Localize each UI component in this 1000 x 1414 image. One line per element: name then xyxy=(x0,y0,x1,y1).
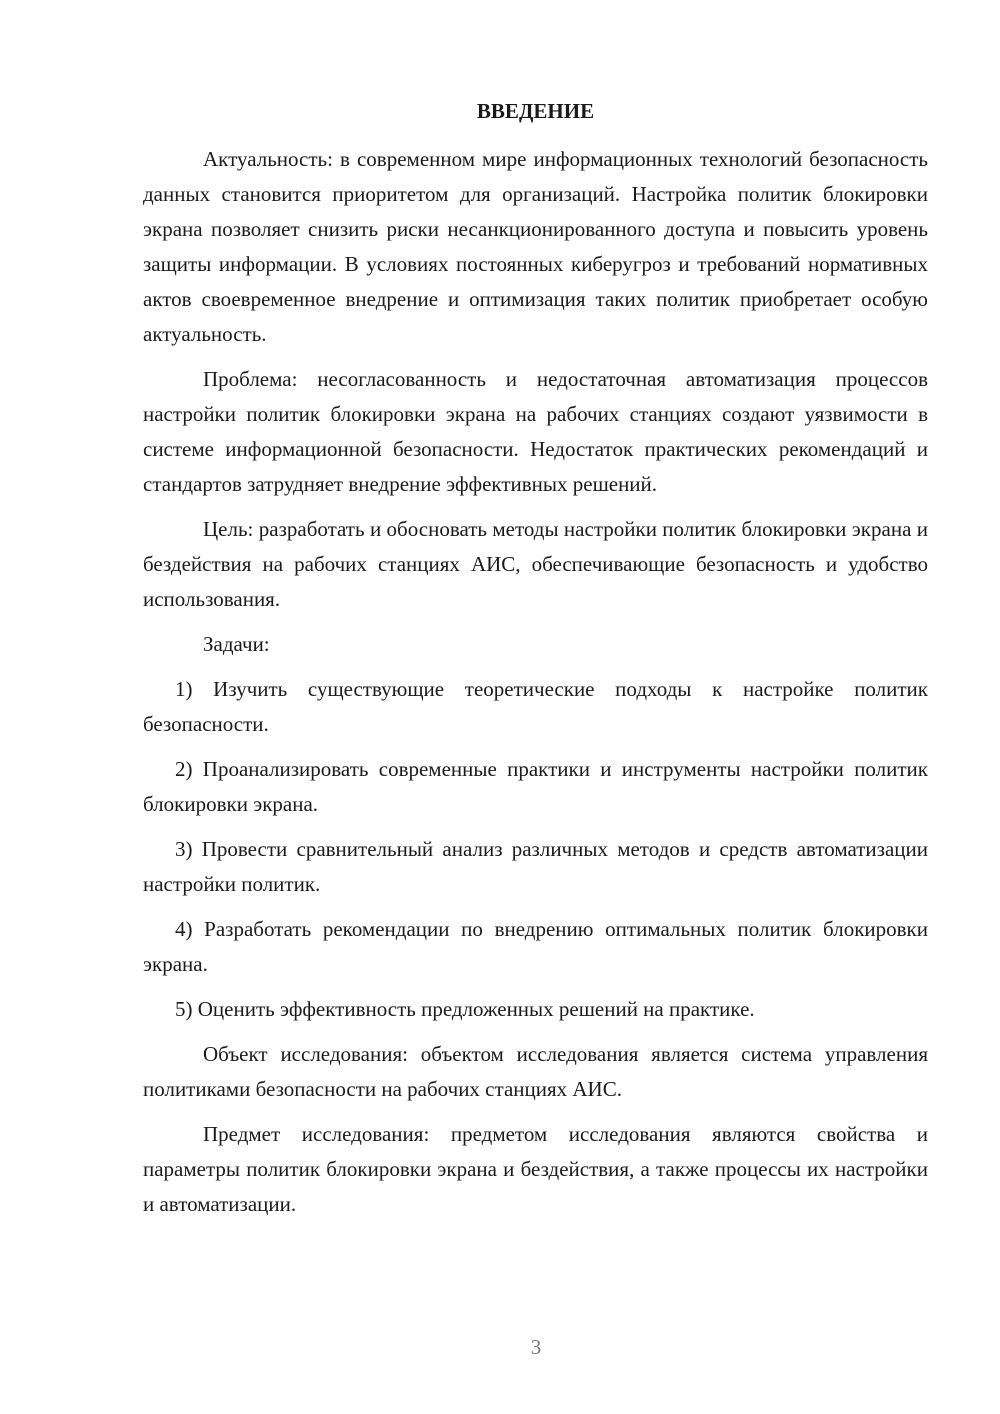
task-item-1: 1) Изучить существующие теоретические подходы к настройке политик безопасности. xyxy=(143,677,928,736)
task-item-3: 3) Провести сравнительный анализ различных методов и средств автоматизации настройки политик. xyxy=(143,837,928,896)
paragraph-subject: Предмет исследования: предметом исследования являются свойства и параметры политик блокировки экрана и бездействия, а также процессы их настройки и автоматизации. xyxy=(143,1122,928,1216)
page-number: 3 xyxy=(530,1335,542,1359)
task-item-4: 4) Разработать рекомендации по внедрению оптимальных политик блокировки экрана. xyxy=(143,917,928,976)
paragraph-goal: Цель: разработать и обосновать методы настройки политик блокировки экрана и бездействия на рабочих станциях АИС, обеспечивающие безопасность и удобство использования. xyxy=(143,517,928,611)
paragraph-problem: Проблема: несогласованность и недостаточная автоматизация процессов настройки политик блокировки экрана на рабочих станциях создают уязвимости в системе информационной безопасности. Недостаток практических рекомендаций и стандартов затрудняет внедрение эффективных решений. xyxy=(143,367,928,496)
task-item-5: 5) Оценить эффективность предложенных решений на практике. xyxy=(175,997,755,1021)
section-heading: ВВЕДЕНИЕ xyxy=(476,99,595,123)
paragraph-relevance: Актуальность: в современном мире информационных технологий безопасность данных становится приоритетом для организаций. Настройка политик блокировки экрана позволяет снизить риски несанкционированного доступа и повысить уровень защиты информации. В условиях постоянных киберугроз и требований нормативных актов своевременное внедрение и оптимизация таких политик приобретает особую актуальность. xyxy=(143,147,928,346)
paragraph-object: Объект исследования: объектом исследования является система управления политиками безопасности на рабочих станциях АИС. xyxy=(143,1042,928,1101)
task-item-2: 2) Проанализировать современные практики и инструменты настройки политик блокировки экрана. xyxy=(143,757,928,816)
page-content xyxy=(143,94,928,1222)
tasks-label: Задачи: xyxy=(203,632,270,656)
